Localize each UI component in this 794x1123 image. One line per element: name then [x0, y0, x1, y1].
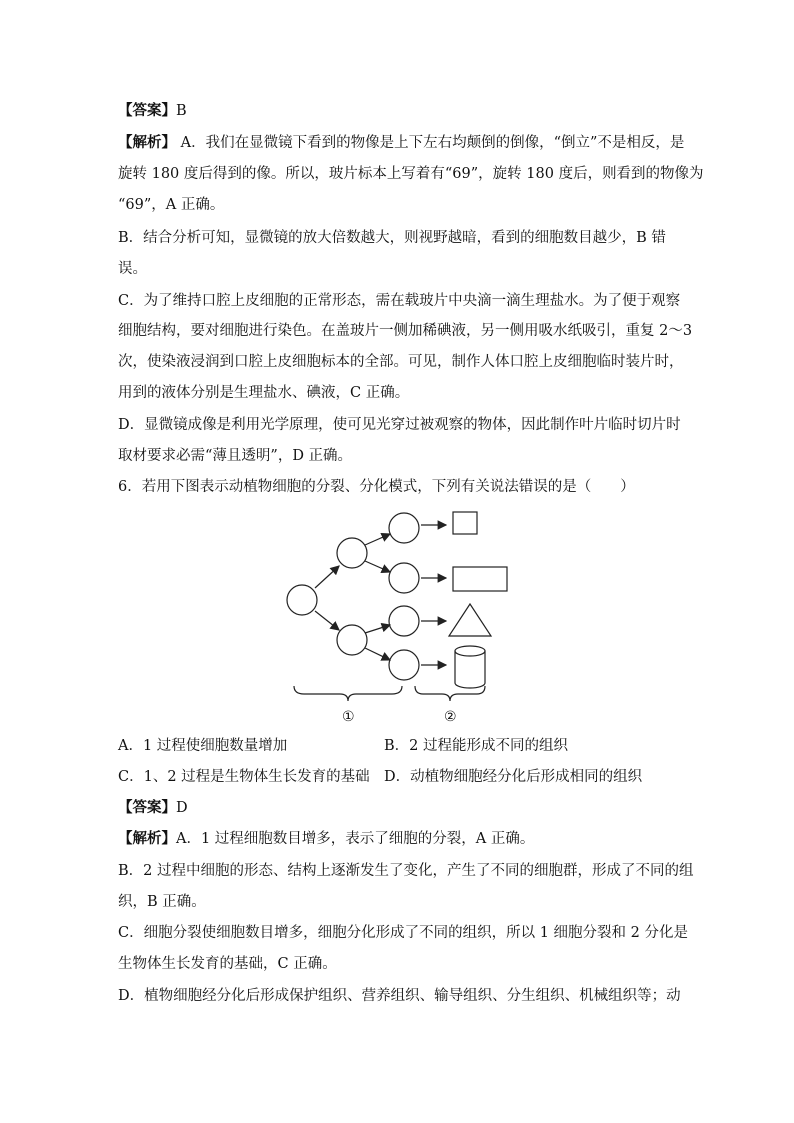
- answer-value: D: [176, 800, 188, 816]
- analysis-line: 取材要求必需“薄且透明”，D 正确。: [118, 448, 353, 464]
- question-stem: 6．若用下图表示动植物细胞的分裂、分化模式，下列有关说法错误的是（ ）: [118, 479, 635, 495]
- analysis-label: 【解析】: [118, 134, 176, 151]
- analysis-line: 织，B 正确。: [118, 894, 206, 910]
- brace-1: [294, 686, 402, 701]
- triangle-tissue-icon: [449, 604, 491, 636]
- analysis-line: 用到的液体分别是生理盐水、碘液，C 正确。: [118, 385, 410, 401]
- analysis-label: 【解析】: [118, 830, 176, 847]
- arrow-icon: [365, 534, 390, 545]
- arrow-icon: [365, 625, 390, 633]
- analysis-line: D．植物细胞经分化后形成保护组织、营养组织、输导组织、分生组织、机械组织等；动: [118, 988, 681, 1004]
- analysis-line: 次，使染液浸润到口腔上皮细胞标本的全部。可见，制作人体口腔上皮细胞临时装片时，: [118, 354, 684, 370]
- analysis-line: 生物体生长发育的基础，C 正确。: [118, 956, 337, 972]
- analysis-line: C．为了维持口腔上皮细胞的正常形态，需在载玻片中央滴一滴生理盐水。为了便于观察: [118, 293, 681, 309]
- cell-gen2-4: [389, 650, 419, 680]
- square-tissue-icon: [453, 512, 477, 534]
- option-a: A．1 过程使细胞数量增加: [118, 738, 288, 754]
- arrow-icon: [315, 566, 339, 588]
- analysis-line: 细胞结构，要对细胞进行染色。在盖玻片一侧加稀碘液，另一侧用吸水纸吸引，重复 2～3: [118, 323, 693, 339]
- analysis-line: 旋转 180 度后得到的像。所以，玻片标本上写着有“69”，旋转 180 度后，则看到的物像为: [118, 166, 704, 182]
- analysis-line: B．结合分析可知，显微镜的放大倍数越大，则视野越暗，看到的细胞数目越少，B 错: [118, 230, 666, 246]
- label-process-1: ①: [342, 709, 355, 725]
- analysis-line: 误。: [118, 261, 147, 277]
- cell-gen2-3: [389, 606, 419, 636]
- option-d: D．动植物细胞经分化后形成相同的组织: [384, 769, 643, 785]
- analysis-line: “69”，A 正确。: [118, 197, 225, 213]
- label-process-2: ②: [444, 709, 457, 725]
- cell-gen2-1: [389, 513, 419, 543]
- answer-line-1: [118, 101, 187, 121]
- answer-label: 【答案】: [118, 799, 176, 816]
- answer-line-2: [118, 798, 188, 818]
- option-b: B．2 过程能形成不同的组织: [384, 738, 568, 754]
- analysis-line: 【解析】A．1 过程细胞数目增多，表示了细胞的分裂，A 正确。: [118, 830, 535, 847]
- analysis-line: B．2 过程中细胞的形态、结构上逐渐发生了变化，产生了不同的细胞群，形成了不同的组: [118, 863, 694, 879]
- cell-division-diagram: [282, 500, 522, 730]
- arrow-icon: [365, 648, 390, 660]
- analysis-line: C．细胞分裂使细胞数目增多，细胞分化形成了不同的组织，所以 1 细胞分裂和 2 分化是: [118, 925, 688, 941]
- cell-gen2-2: [389, 563, 419, 593]
- arrow-icon: [315, 611, 339, 630]
- cell-gen1-top: [337, 538, 367, 568]
- analysis-line: D．显微镜成像是利用光学原理，使可见光穿过被观察的物体，因此制作叶片临时切片时: [118, 417, 681, 433]
- cylinder-tissue-icon: [455, 646, 485, 688]
- arrow-icon: [365, 561, 390, 572]
- cell-gen1-bottom: [337, 625, 367, 655]
- cell-root: [287, 585, 317, 615]
- option-c: C．1、2 过程是生物体生长发育的基础: [118, 769, 370, 785]
- answer-value: B: [176, 103, 187, 119]
- analysis-line: 【解析】 A．我们在显微镜下看到的物像是上下左右均颠倒的倒像，“倒立”不是相反，是: [118, 134, 685, 151]
- rectangle-tissue-icon: [453, 567, 507, 591]
- answer-label: 【答案】: [118, 102, 176, 119]
